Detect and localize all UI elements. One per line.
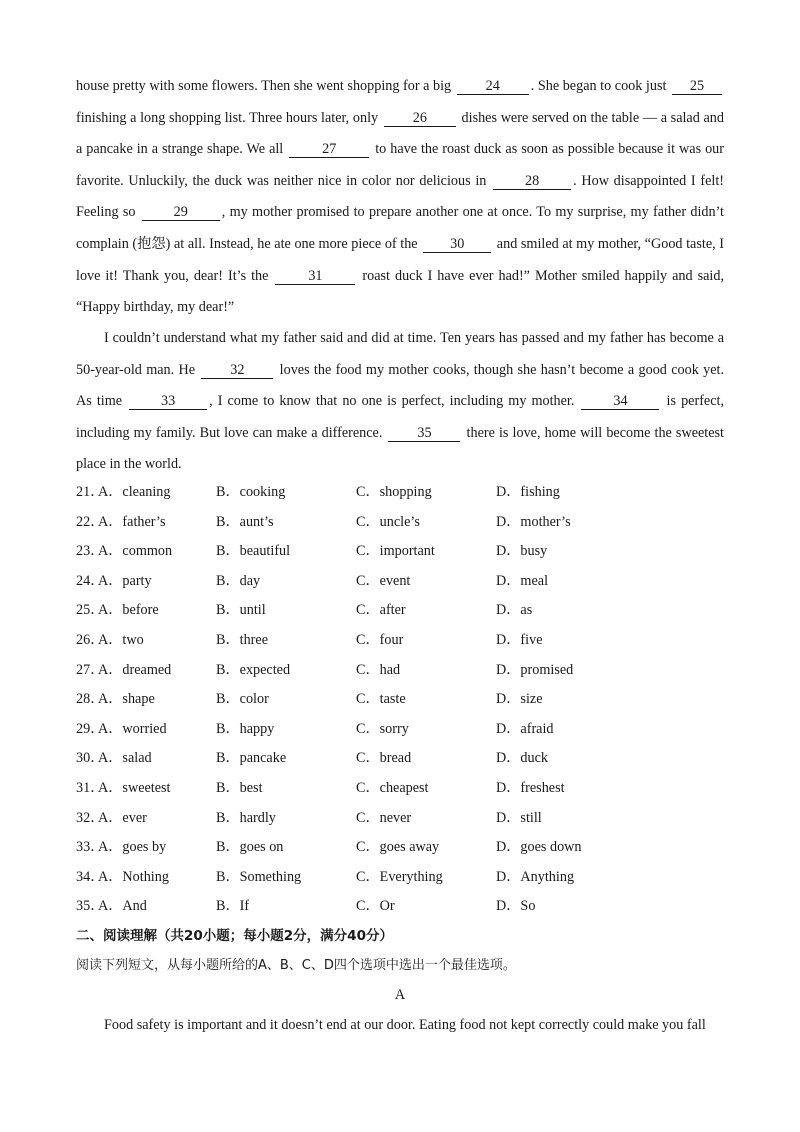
option-c: C．four [356, 631, 404, 648]
option-b: B．until [216, 602, 266, 619]
option-c: C．shopping [356, 484, 432, 500]
question-row [76, 658, 736, 688]
question-row [76, 746, 736, 776]
option-c: C．sorry [356, 720, 409, 737]
option-a: A．father’s [98, 513, 166, 530]
option-d: D．size [496, 691, 543, 708]
section-title: 二、阅读理解（共20小题；每小题2分，满分40分） [76, 928, 393, 944]
passage-label: A [394, 987, 406, 1003]
question-number: 33． [76, 839, 105, 856]
option-a: A．cleaning [98, 484, 171, 500]
blank-26: 26 [384, 111, 456, 127]
question-row [76, 539, 736, 569]
paragraph-text: , I come to know that no one is perfect, including my mother. [209, 393, 580, 410]
cloze-paragraph-1 [76, 71, 724, 324]
option-a: A．party [98, 572, 152, 589]
question-number: 29． [76, 720, 105, 737]
question-row [76, 687, 736, 717]
paragraph-text: house pretty with some flowers. Then she went shopping for a big [76, 78, 455, 94]
option-b: B．pancake [216, 750, 287, 767]
blank-35: 35 [388, 426, 460, 442]
blank-32: 32 [201, 363, 273, 379]
paragraph-text: to have the roast duck as soon as possible because it was our favorite. Unluckily, the duck was neither nice in color nor delicious in [76, 141, 724, 189]
option-c: C．cheapest [356, 779, 429, 796]
option-d: D．as [496, 602, 533, 619]
paragraph-text: dishes were served on the table — a salad and a pancake in a strange shape. We all [76, 109, 724, 158]
question-number: 35． [76, 898, 105, 915]
option-d: D．mother’s [496, 513, 571, 530]
option-a: A．sweetest [98, 779, 171, 796]
cloze-paragraph-2 [76, 323, 724, 481]
question-row [76, 598, 736, 628]
paragraph-text: and smiled at my mother, “Good taste, I love it! Thank you, dear! It’s the [76, 235, 724, 284]
option-d: D．duck [496, 750, 549, 767]
option-d: D．busy [496, 543, 548, 560]
option-c: C．goes away [356, 839, 440, 856]
option-b: B．Something [216, 868, 302, 885]
option-d: D．afraid [496, 720, 554, 737]
blank-31: 31 [275, 269, 355, 285]
option-c: C．important [356, 543, 435, 560]
option-a: A．And [98, 898, 147, 915]
option-d: D．Anything [496, 868, 575, 885]
blank-27: 27 [289, 142, 369, 158]
option-d: D．freshest [496, 779, 565, 796]
option-c: C．had [356, 661, 401, 678]
option-b: B．day [216, 572, 261, 589]
question-number: 34． [76, 868, 105, 885]
paragraph-text: . She began to cook just [530, 78, 670, 94]
question-number: 32． [76, 809, 105, 826]
question-row [76, 865, 736, 895]
blank-29: 29 [142, 205, 220, 221]
option-c: C．event [356, 572, 411, 589]
option-b: B．color [216, 691, 269, 708]
question-row [76, 717, 736, 747]
paragraph-text: , my mother promised to prepare another one at once. To my surprise, my father didn’t complain (抱怨) at all. Instead, he ate one more piece of the [76, 204, 724, 252]
option-d: D．still [496, 809, 542, 826]
option-a: A．common [98, 543, 173, 560]
blank-33: 33 [129, 394, 207, 410]
reading-paragraph: Food safety is important and it doesn’t end at our door. Eating food not kept correctly could make you fall [104, 1017, 706, 1033]
option-b: B．best [216, 779, 263, 796]
paragraph-text: finishing a long shopping list. Three hours later, only [76, 109, 382, 126]
option-a: A．ever [98, 809, 147, 826]
option-a: A．dreamed [98, 661, 172, 678]
blank-24: 24 [457, 79, 529, 95]
option-a: A．goes by [98, 839, 167, 856]
question-row [76, 806, 736, 836]
question-number: 27． [76, 661, 105, 678]
blank-34: 34 [581, 394, 659, 410]
paragraph-text: roast duck I have ever had!” Mother smiled happily and said, “Happy birthday, my dear!” [76, 267, 724, 316]
question-number: 22． [76, 513, 105, 530]
option-a: A．shape [98, 691, 155, 708]
option-b: B．goes on [216, 839, 284, 856]
paragraph-text: there is love, home will become the sweetest place in the world. [76, 424, 724, 473]
question-number: 31． [76, 779, 105, 796]
question-row [76, 569, 736, 599]
option-d: D．goes down [496, 839, 582, 856]
question-number: 24． [76, 572, 105, 589]
option-d: D．fishing [496, 484, 560, 500]
option-a: A．before [98, 602, 159, 619]
section-instruction: 阅读下列短文，从每小题所给的A、B、C、D四个选项中选出一个最佳选项。 [76, 958, 516, 973]
option-d: D．So [496, 898, 536, 915]
option-c: C．bread [356, 750, 412, 767]
option-b: B．If [216, 898, 250, 915]
question-number: 25． [76, 602, 105, 619]
option-a: A．worried [98, 720, 167, 737]
option-a: A．two [98, 631, 144, 648]
option-b: B．cooking [216, 484, 286, 500]
question-number: 30． [76, 750, 105, 767]
option-b: B．expected [216, 661, 291, 678]
options-list [76, 480, 736, 924]
option-d: D．meal [496, 572, 549, 589]
option-c: C．uncle’s [356, 513, 420, 530]
blank-25: 25 [672, 79, 722, 95]
question-row [76, 628, 736, 658]
option-b: B．beautiful [216, 543, 291, 560]
option-b: B．three [216, 631, 269, 648]
paragraph-text: I couldn’t understand what my father said and did at time. Ten years has passed and my father has become a 50-year-old man. He [76, 330, 724, 378]
question-row [76, 776, 736, 806]
paragraph-text: loves the food my mother cooks, though she hasn’t become a good cook yet. As time [76, 361, 724, 410]
option-d: D．five [496, 631, 543, 648]
question-row [76, 835, 736, 865]
option-b: B．aunt’s [216, 513, 274, 530]
question-row [76, 894, 736, 924]
question-number: 21． [76, 484, 105, 500]
question-number: 26． [76, 631, 105, 648]
option-a: A．salad [98, 750, 152, 767]
blank-30: 30 [423, 237, 491, 253]
option-c: C．Or [356, 898, 395, 915]
paragraph-text: is perfect, including my family. But love can make a difference. [76, 393, 724, 441]
option-c: C．never [356, 809, 412, 826]
option-c: C．taste [356, 691, 406, 708]
option-b: B．happy [216, 720, 275, 737]
paragraph-text: . How disappointed I felt! Feeling so [76, 172, 724, 221]
blank-28: 28 [493, 174, 571, 190]
question-row [76, 510, 736, 540]
option-c: C．Everything [356, 868, 443, 885]
question-row [76, 480, 736, 510]
option-c: C．after [356, 602, 406, 619]
option-d: D．promised [496, 661, 574, 678]
question-number: 23． [76, 543, 105, 560]
option-a: A．Nothing [98, 868, 169, 885]
option-b: B．hardly [216, 809, 276, 826]
question-number: 28． [76, 691, 105, 708]
